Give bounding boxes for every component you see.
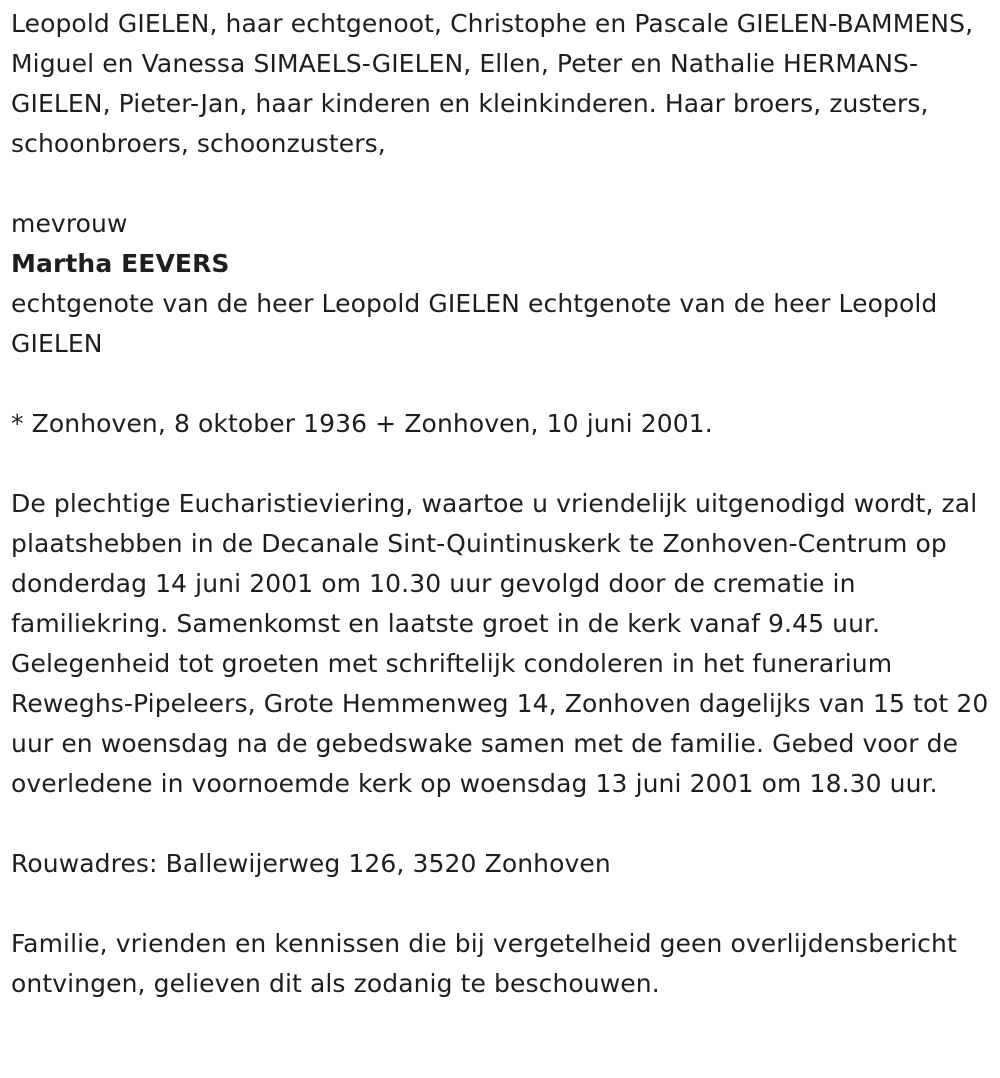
- birth-death-dates: * Zonhoven, 8 oktober 1936 + Zonhoven, 10 juni 2001.: [11, 409, 713, 438]
- spacer: [11, 444, 991, 484]
- mourning-address: Rouwadres: Ballewijerweg 126, 3520 Zonhoven: [11, 849, 611, 878]
- ceremony-paragraph: De plechtige Eucharistieviering, waartoe u vriendelijk uitgenodigd wordt, zal plaatshebben in de Decanale Sint-Quintinuskerk te Zonhoven-Centrum op donderdag 14 juni 2001 om 10.30 uur gevolgd door de crematie in familiekring. Samenkomst en laatste groet in de kerk vanaf 9.45 uur. Gelegenheid tot groeten met schriftelijk condoleren in het funerarium Reweghs-Pipeleers, Grote Hemmenweg 14, Zonhoven dagelijks van 15 tot 20 uur en woensdag na de gebedswake samen met de familie. Gebed voor de overledene in voornoemde kerk op woensdag 13 juni 2001 om 18.30 uur.: [11, 489, 989, 798]
- spacer: [11, 804, 991, 844]
- closing-paragraph: Familie, vrienden en kennissen die bij vergetelheid geen overlijdensbericht ontvingen, gelieven dit als zodanig te beschouwen.: [11, 929, 957, 998]
- salutation: mevrouw: [11, 209, 128, 238]
- deceased-name: Martha EEVERS: [11, 249, 230, 278]
- death-notice: [11, 4, 991, 1004]
- spouse-line: echtgenote van de heer Leopold GIELEN echtgenote van de heer Leopold GIELEN: [11, 289, 938, 358]
- spacer: [11, 884, 991, 924]
- spacer: [11, 364, 991, 404]
- spacer: [11, 164, 991, 204]
- family-intro-paragraph: Leopold GIELEN, haar echtgenoot, Christophe en Pascale GIELEN-BAMMENS, Miguel en Vanessa SIMAELS-GIELEN, Ellen, Peter en Nathalie HERMANS-GIELEN, Pieter-Jan, haar kinderen en kleinkinderen. Haar broers, zusters, schoonbroers, schoonzusters,: [11, 9, 974, 158]
